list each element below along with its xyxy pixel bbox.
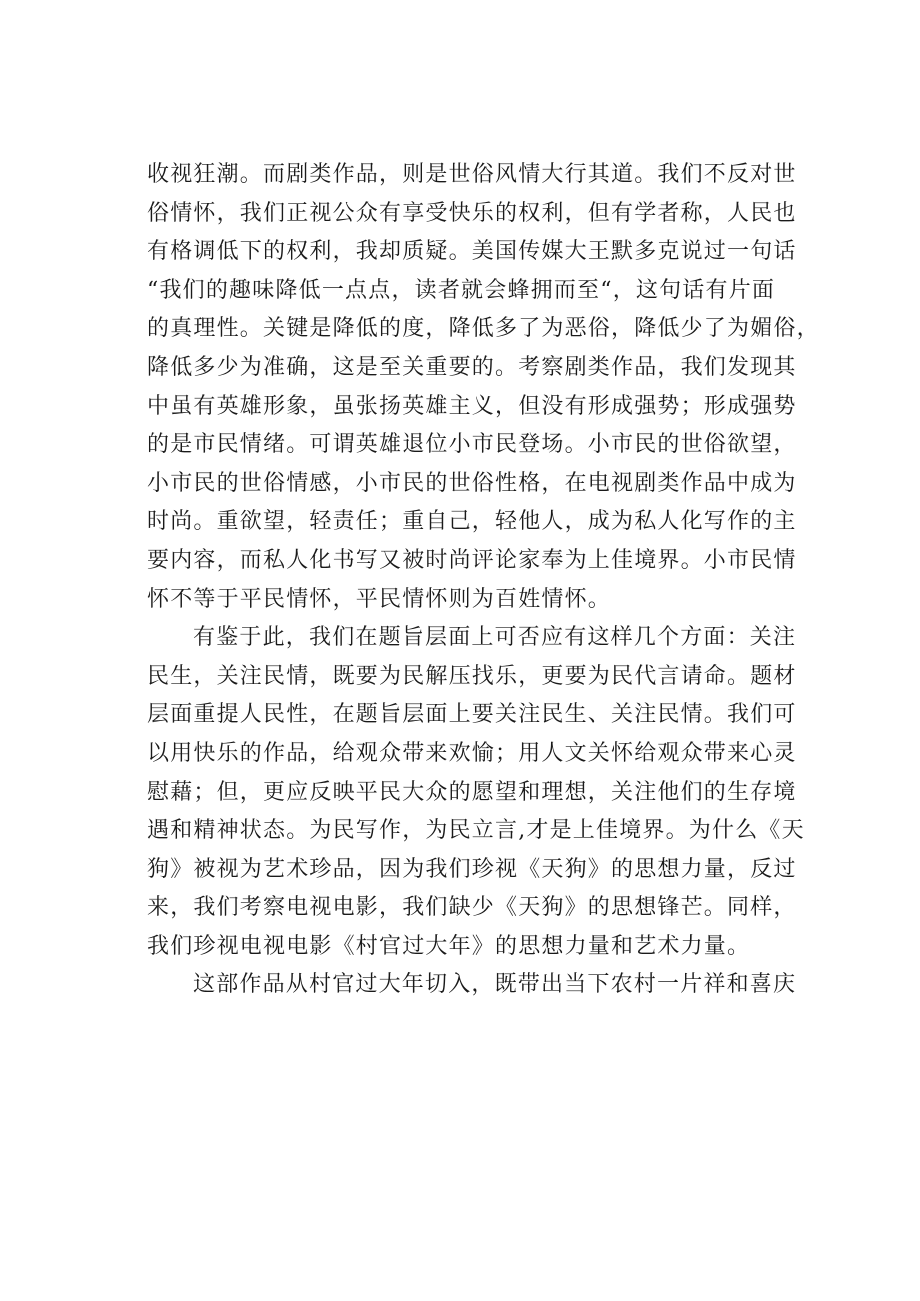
text-line: 小市民的世俗情感，小市民的世俗性格，在电视剧类作品中成为: [147, 470, 797, 496]
text-line: 民生，关注民情，既要为民解压找乐，更要为民代言请命。题材: [147, 663, 797, 689]
text-line: 时尚。重欲望，轻责任；重自己，轻他人，成为私人化写作的主: [147, 509, 797, 535]
text-line: 以用快乐的作品，给观众带来欢愉；用人文关怀给观众带来心灵: [147, 740, 797, 766]
text-line: 层面重提人民性，在题旨层面上要关注民生、关注民情。我们可: [147, 702, 797, 728]
text-line: 我们珍视电视电影《村官过大年》的思想力量和艺术力量。: [147, 933, 751, 959]
text-line: 降低多少为准确，这是至关重要的。考察剧类作品，我们发现其: [147, 354, 797, 380]
text-line: 的真理性。关键是降低的度，降低多了为恶俗，降低少了为媚俗，: [147, 316, 820, 342]
text-line: 收视狂潮。而剧类作品，则是世俗风情大行其道。我们不反对世: [147, 162, 797, 187]
text-line: 这部作品从村官过大年切入，既带出当下农村一片祥和喜庆: [193, 972, 797, 998]
text-line: 来，我们考察电视电影，我们缺少《天狗》的思想锋芒。同样，: [147, 895, 797, 921]
paragraph: [147, 156, 820, 619]
text-line: 有格调低下的权利，我却质疑。美国传媒大王默多克说过一句话: [147, 239, 797, 265]
paragraph: [147, 966, 797, 1005]
body-text: [147, 156, 820, 1005]
text-line: 俗情怀，我们正视公众有享受快乐的权利，但有学者称，人民也: [147, 200, 797, 226]
text-line: 有鉴于此，我们在题旨层面上可否应有这样几个方面：关注: [193, 625, 797, 651]
text-line: “我们的趣味降低一点点，读者就会蜂拥而至“，这句话有片面: [147, 277, 776, 303]
text-line: 慰藉；但，更应反映平民大众的愿望和理想，关注他们的生存境: [147, 779, 797, 805]
text-line: 中虽有英雄形象，虽张扬英雄主义，但没有形成强势；形成强势: [147, 393, 797, 419]
text-line: 狗》被视为艺术珍品，因为我们珍视《天狗》的思想力量，反过: [147, 856, 797, 882]
text-line: 遇和精神状态。为民写作，为民立言,才是上佳境界。为什么《天: [147, 818, 805, 844]
text-line: 怀不等于平民情怀，平民情怀则为百姓情怀。: [147, 586, 612, 612]
text-line: 要内容，而私人化书写又被时尚评论家奉为上佳境界。小市民情: [147, 547, 797, 573]
paragraph: [147, 619, 805, 966]
text-line: 的是市民情绪。可谓英雄退位小市民登场。小市民的世俗欲望，: [147, 432, 797, 458]
